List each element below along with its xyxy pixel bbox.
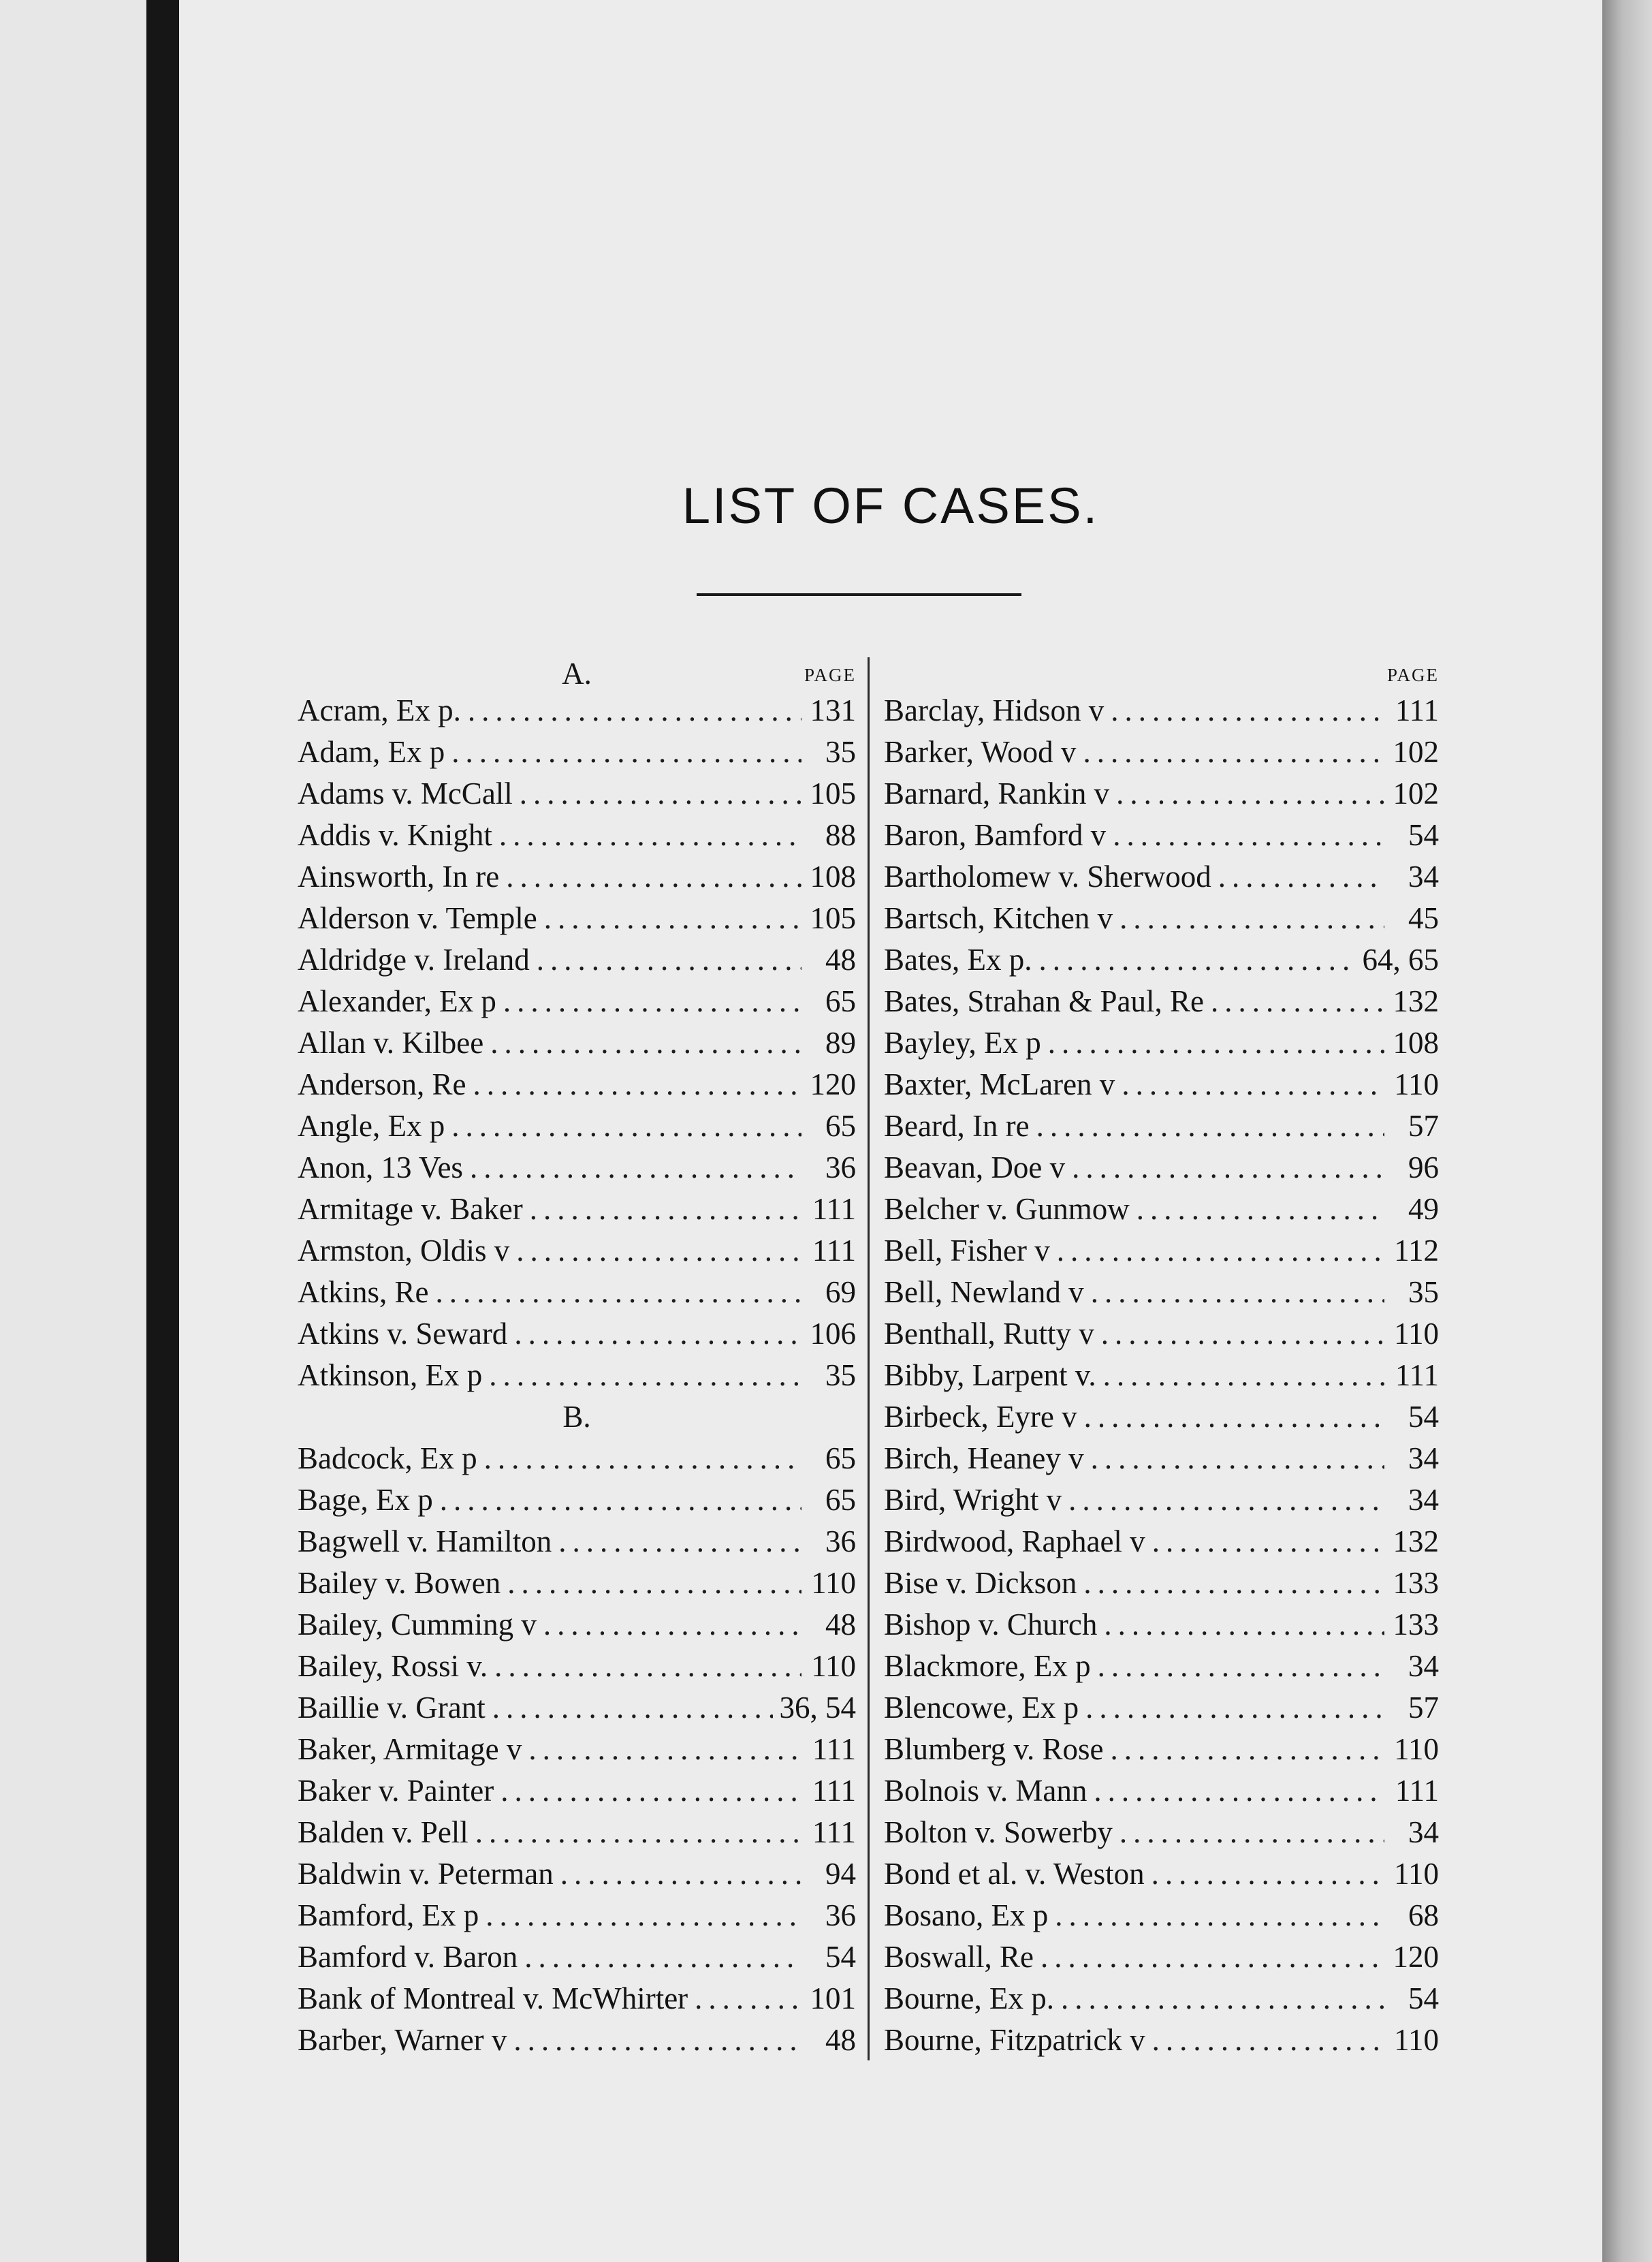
- case-entry: [298, 815, 856, 856]
- page-number: 132: [1393, 984, 1439, 1018]
- page-column-label: PAGE: [804, 665, 856, 685]
- case-name: Blumberg v. Rose: [884, 1732, 1104, 1766]
- case-entry: [884, 1687, 1439, 1729]
- case-name: Atkinson, Ex p: [298, 1358, 483, 1392]
- case-name: Bage, Ex p: [298, 1483, 433, 1517]
- case-entry: [298, 1770, 856, 1812]
- dot-leader: [1094, 1770, 1384, 1812]
- case-entry: [884, 690, 1439, 732]
- section-letter: A.: [562, 657, 592, 691]
- page-number: 54: [1408, 1400, 1439, 1434]
- page-number: 54: [1408, 1981, 1439, 2015]
- page-number: 88: [825, 818, 856, 852]
- page-edge: [1602, 0, 1652, 2262]
- case-entry: [884, 2020, 1439, 2061]
- dot-leader: [1111, 1729, 1385, 1770]
- dot-leader: [528, 1729, 801, 1770]
- page-number: 48: [825, 2023, 856, 2057]
- case-entry: [298, 1687, 856, 1729]
- dot-leader: [1101, 1313, 1384, 1355]
- facing-page-margin: [0, 0, 146, 2262]
- page-number: 132: [1393, 1524, 1439, 1558]
- dot-leader: [1083, 1562, 1384, 1604]
- case-name: Birch, Heaney v: [884, 1441, 1084, 1475]
- dot-leader: [1113, 815, 1384, 856]
- dot-leader: [1084, 1396, 1384, 1438]
- page-number: 111: [812, 1732, 856, 1766]
- case-entry: [884, 1189, 1439, 1230]
- page-number: 111: [812, 1774, 856, 1808]
- column-divider: [868, 657, 870, 2060]
- page-number: 106: [810, 1317, 856, 1351]
- case-entry: [298, 1729, 856, 1770]
- case-name: Baldwin v. Peterman: [298, 1857, 554, 1891]
- case-name: Bell, Fisher v: [884, 1234, 1050, 1268]
- case-name: Bank of Montreal v. McWhirter: [298, 1981, 688, 2015]
- right-column: [884, 657, 1439, 2061]
- dot-leader: [436, 1272, 801, 1313]
- page-number: 105: [810, 776, 856, 811]
- page-number: 54: [825, 1940, 856, 1974]
- case-name: Armitage v. Baker: [298, 1192, 523, 1226]
- left-column: [298, 657, 856, 2061]
- case-entry: [884, 1272, 1439, 1313]
- page-number: 36: [825, 1898, 856, 1932]
- case-entry: [298, 981, 856, 1022]
- case-entry: [884, 1022, 1439, 1064]
- page-number: 34: [1408, 1441, 1439, 1475]
- page-number: 65: [825, 1441, 856, 1475]
- case-entry: [884, 1230, 1439, 1272]
- dot-leader: [501, 1770, 801, 1812]
- page-number: 35: [825, 735, 856, 769]
- case-entry: [884, 856, 1439, 898]
- dot-leader: [1091, 1272, 1384, 1313]
- case-entry: [298, 1230, 856, 1272]
- dot-leader: [494, 1646, 801, 1687]
- case-name: Bird, Wright v: [884, 1483, 1062, 1517]
- page-number: 68: [1408, 1898, 1439, 1932]
- page-number: 131: [810, 693, 856, 727]
- case-name: Blencowe, Ex p: [884, 1691, 1079, 1725]
- page-number: 45: [1408, 901, 1439, 935]
- case-name: Addis v. Knight: [298, 818, 492, 852]
- page-number: 102: [1393, 776, 1439, 811]
- case-entry: [884, 939, 1439, 981]
- dot-leader: [451, 1105, 801, 1147]
- case-entry: [298, 1562, 856, 1604]
- case-entry: [884, 981, 1439, 1022]
- case-name: Barker, Wood v: [884, 735, 1077, 769]
- page-number: 111: [812, 1815, 856, 1849]
- case-name: Armston, Oldis v: [298, 1234, 510, 1268]
- page-number: 110: [1394, 2023, 1439, 2057]
- case-name: Bibby, Larpent v.: [884, 1358, 1096, 1392]
- dot-leader: [530, 1189, 801, 1230]
- page-number: 108: [1393, 1026, 1439, 1060]
- dot-leader: [489, 1355, 801, 1396]
- page-number: 65: [825, 1483, 856, 1517]
- page-number: 65: [825, 1109, 856, 1143]
- case-name: Bolnois v. Mann: [884, 1774, 1087, 1808]
- case-entry: [884, 732, 1439, 773]
- dot-leader: [499, 815, 801, 856]
- dot-leader: [1091, 1438, 1384, 1479]
- dot-leader: [1116, 773, 1384, 815]
- case-name: Adam, Ex p: [298, 735, 445, 769]
- case-entry: [298, 1604, 856, 1646]
- page-number: 101: [810, 1981, 856, 2015]
- dot-leader: [486, 1895, 801, 1936]
- case-entry: [884, 1978, 1439, 2020]
- page-number: 35: [1408, 1275, 1439, 1309]
- column-header: [884, 657, 1439, 690]
- page-number: 69: [825, 1275, 856, 1309]
- case-entry: [298, 1105, 856, 1147]
- case-entry: [298, 1355, 856, 1396]
- case-entry: [298, 1853, 856, 1895]
- page-number: 34: [1408, 1815, 1439, 1849]
- case-entry: [884, 1812, 1439, 1853]
- dot-leader: [1151, 1853, 1384, 1895]
- dot-leader: [490, 1022, 801, 1064]
- page-number: 111: [1395, 693, 1439, 727]
- page-number: 110: [811, 1649, 856, 1683]
- case-name: Bourne, Fitzpatrick v: [884, 2023, 1145, 2057]
- page-number: 34: [1408, 1483, 1439, 1517]
- case-entry: [884, 1562, 1439, 1604]
- page-number: 35: [825, 1358, 856, 1392]
- dot-leader: [1061, 1978, 1384, 2020]
- case-entry: [298, 1646, 856, 1687]
- page-number: 96: [1408, 1150, 1439, 1184]
- dot-leader: [1119, 1812, 1384, 1853]
- case-name: Boswall, Re: [884, 1940, 1034, 1974]
- dot-leader: [1041, 1936, 1384, 1978]
- case-name: Bolton v. Sowerby: [884, 1815, 1113, 1849]
- case-name: Bailey, Cumming v: [298, 1607, 537, 1641]
- case-name: Baker v. Painter: [298, 1774, 494, 1808]
- page-number: 133: [1393, 1566, 1439, 1600]
- page-number: 108: [810, 860, 856, 894]
- title-rule: [697, 593, 1021, 596]
- case-name: Bagwell v. Hamilton: [298, 1524, 552, 1558]
- page-number: 49: [1408, 1192, 1439, 1226]
- dot-leader: [1036, 1105, 1384, 1147]
- case-entry: [884, 1853, 1439, 1895]
- dot-leader: [507, 1562, 801, 1604]
- case-name: Bishop v. Church: [884, 1607, 1098, 1641]
- case-entry: [298, 1936, 856, 1978]
- book-spine: [146, 0, 179, 2262]
- case-name: Bailey v. Bowen: [298, 1566, 501, 1600]
- dot-leader: [1152, 2020, 1384, 2061]
- page-number: 111: [1395, 1358, 1439, 1392]
- case-name: Birbeck, Eyre v: [884, 1400, 1077, 1434]
- page-title: LIST OF CASES.: [682, 477, 1100, 534]
- page-number: 110: [1394, 1317, 1439, 1351]
- case-name: Adams v. McCall: [298, 776, 513, 811]
- dot-leader: [1218, 856, 1384, 898]
- case-name: Bourne, Ex p.: [884, 1981, 1054, 2015]
- case-entry: [884, 1729, 1439, 1770]
- dot-leader: [1068, 1479, 1384, 1521]
- case-name: Atkins, Re: [298, 1275, 429, 1309]
- case-entry: [884, 898, 1439, 939]
- case-name: Bayley, Ex p: [884, 1026, 1041, 1060]
- page-number: 48: [825, 1607, 856, 1641]
- column-header: [298, 657, 856, 690]
- case-entry: [298, 1022, 856, 1064]
- dot-leader: [516, 1230, 801, 1272]
- case-name: Atkins v. Seward: [298, 1317, 508, 1351]
- dot-leader: [1083, 732, 1384, 773]
- case-entry: [298, 1978, 856, 2020]
- page-number: 111: [812, 1234, 856, 1268]
- case-name: Bamford, Ex p: [298, 1898, 479, 1932]
- page-number: 111: [812, 1192, 856, 1226]
- case-entry: [884, 1438, 1439, 1479]
- page-number: 34: [1408, 1649, 1439, 1683]
- dot-leader: [1072, 1147, 1384, 1189]
- dot-leader: [1104, 1604, 1384, 1646]
- case-name: Angle, Ex p: [298, 1109, 445, 1143]
- dot-leader: [1137, 1189, 1384, 1230]
- page-number: 110: [1394, 1067, 1439, 1101]
- case-name: Badcock, Ex p: [298, 1441, 477, 1475]
- case-name: Belcher v. Gunmow: [884, 1192, 1130, 1226]
- case-name: Bartholomew v. Sherwood: [884, 860, 1211, 894]
- dot-leader: [543, 1604, 801, 1646]
- page-number: 112: [1394, 1234, 1439, 1268]
- case-entry: [298, 1438, 856, 1479]
- case-entry: [298, 1064, 856, 1105]
- dot-leader: [513, 2020, 801, 2061]
- case-entry: [884, 1936, 1439, 1978]
- case-entry: [884, 1604, 1439, 1646]
- page-number: 48: [825, 943, 856, 977]
- dot-leader: [560, 1853, 801, 1895]
- page-number: 54: [1408, 818, 1439, 852]
- case-entry: [298, 1812, 856, 1853]
- case-name: Barber, Warner v: [298, 2023, 507, 2057]
- case-name: Bell, Newland v: [884, 1275, 1084, 1309]
- case-name: Beard, In re: [884, 1109, 1030, 1143]
- dot-leader: [1119, 898, 1384, 939]
- case-name: Balden v. Pell: [298, 1815, 468, 1849]
- case-name: Barnard, Rankin v: [884, 776, 1110, 811]
- case-entry: [884, 1646, 1439, 1687]
- page-number: 34: [1408, 860, 1439, 894]
- page-number: 57: [1408, 1109, 1439, 1143]
- dot-leader: [1211, 981, 1384, 1022]
- dot-leader: [544, 898, 801, 939]
- case-entry: [884, 1313, 1439, 1355]
- dot-leader: [468, 690, 801, 732]
- case-entry: [298, 2020, 856, 2061]
- case-entry: [298, 1147, 856, 1189]
- case-entry: [298, 773, 856, 815]
- section-letter: B.: [562, 1400, 591, 1434]
- case-entry: [884, 1105, 1439, 1147]
- dot-leader: [503, 981, 801, 1022]
- case-entry: [884, 1147, 1439, 1189]
- page-number: 120: [810, 1067, 856, 1101]
- dot-leader: [514, 1313, 801, 1355]
- case-entry: [298, 898, 856, 939]
- case-entry: [884, 1064, 1439, 1105]
- dot-leader: [1055, 1895, 1384, 1936]
- page-number: 36, 54: [779, 1691, 856, 1725]
- page-number: 111: [1395, 1774, 1439, 1808]
- case-name: Baillie v. Grant: [298, 1691, 486, 1725]
- case-entry: [884, 815, 1439, 856]
- dot-leader: [1048, 1022, 1384, 1064]
- case-name: Birdwood, Raphael v: [884, 1524, 1145, 1558]
- case-name: Bise v. Dickson: [884, 1566, 1077, 1600]
- case-entry: [298, 856, 856, 898]
- case-entry: [298, 1521, 856, 1562]
- page-number: 65: [825, 984, 856, 1018]
- case-name: Beavan, Doe v: [884, 1150, 1066, 1184]
- case-entry: [298, 1479, 856, 1521]
- dot-leader: [484, 1438, 801, 1479]
- dot-leader: [451, 732, 801, 773]
- dot-leader: [492, 1687, 773, 1729]
- case-name: Bosano, Ex p: [884, 1898, 1049, 1932]
- case-entry: [884, 1770, 1439, 1812]
- case-name: Bates, Ex p.: [884, 943, 1032, 977]
- dot-leader: [1122, 1064, 1384, 1105]
- dot-leader: [695, 1978, 801, 2020]
- dot-leader: [1152, 1521, 1384, 1562]
- case-name: Bond et al. v. Weston: [884, 1857, 1145, 1891]
- case-entry: [298, 1272, 856, 1313]
- case-name: Bailey, Rossi v.: [298, 1649, 488, 1683]
- page-number: 57: [1408, 1691, 1439, 1725]
- case-name: Alderson v. Temple: [298, 901, 537, 935]
- dot-leader: [1057, 1230, 1384, 1272]
- dot-leader: [1103, 1355, 1384, 1396]
- case-entry: [884, 1396, 1439, 1438]
- case-entry: [298, 1313, 856, 1355]
- dot-leader: [1098, 1646, 1384, 1687]
- dot-leader: [440, 1479, 801, 1521]
- case-entry: [884, 1895, 1439, 1936]
- case-entry: [298, 1189, 856, 1230]
- dot-leader: [558, 1521, 801, 1562]
- case-entry: [884, 1479, 1439, 1521]
- page-number: 89: [825, 1026, 856, 1060]
- case-name: Acram, Ex p.: [298, 693, 461, 727]
- case-name: Baxter, McLaren v: [884, 1067, 1115, 1101]
- page-number: 94: [825, 1857, 856, 1891]
- dot-leader: [1085, 1687, 1384, 1729]
- case-name: Benthall, Rutty v: [884, 1317, 1094, 1351]
- case-entry: [884, 1521, 1439, 1562]
- case-entry: [298, 690, 856, 732]
- dot-leader: [1038, 939, 1355, 981]
- page-number: 36: [825, 1524, 856, 1558]
- dot-leader: [524, 1936, 801, 1978]
- case-name: Anderson, Re: [298, 1067, 466, 1101]
- case-name: Bartsch, Kitchen v: [884, 901, 1113, 935]
- dot-leader: [470, 1147, 801, 1189]
- case-name: Aldridge v. Ireland: [298, 943, 530, 977]
- case-entry: [298, 1895, 856, 1936]
- page-number: 120: [1393, 1940, 1439, 1974]
- dot-leader: [520, 773, 801, 815]
- case-entry: [884, 1355, 1439, 1396]
- page-number: 133: [1393, 1607, 1439, 1641]
- page-number: 110: [811, 1566, 856, 1600]
- case-entry: [884, 773, 1439, 815]
- dot-leader: [1111, 690, 1384, 732]
- case-name: Baron, Bamford v: [884, 818, 1107, 852]
- case-entry: [298, 732, 856, 773]
- dot-leader: [473, 1064, 801, 1105]
- case-name: Barclay, Hidson v: [884, 693, 1105, 727]
- page-number: 105: [810, 901, 856, 935]
- dot-leader: [506, 856, 801, 898]
- case-name: Bates, Strahan & Paul, Re: [884, 984, 1204, 1018]
- dot-leader: [537, 939, 801, 981]
- page-number: 102: [1393, 735, 1439, 769]
- case-name: Bamford v. Baron: [298, 1940, 518, 1974]
- page-column-label: PAGE: [1386, 665, 1439, 685]
- case-name: Allan v. Kilbee: [298, 1026, 484, 1060]
- case-name: Anon, 13 Ves: [298, 1150, 463, 1184]
- dot-leader: [475, 1812, 801, 1853]
- case-name: Alexander, Ex p: [298, 984, 496, 1018]
- case-name: Blackmore, Ex p: [884, 1649, 1091, 1683]
- case-name: Baker, Armitage v: [298, 1732, 522, 1766]
- page-number: 110: [1394, 1732, 1439, 1766]
- case-entry: [298, 939, 856, 981]
- page-number: 64, 65: [1362, 943, 1439, 977]
- case-name: Ainsworth, In re: [298, 860, 500, 894]
- page-number: 110: [1394, 1857, 1439, 1891]
- page-number: 36: [825, 1150, 856, 1184]
